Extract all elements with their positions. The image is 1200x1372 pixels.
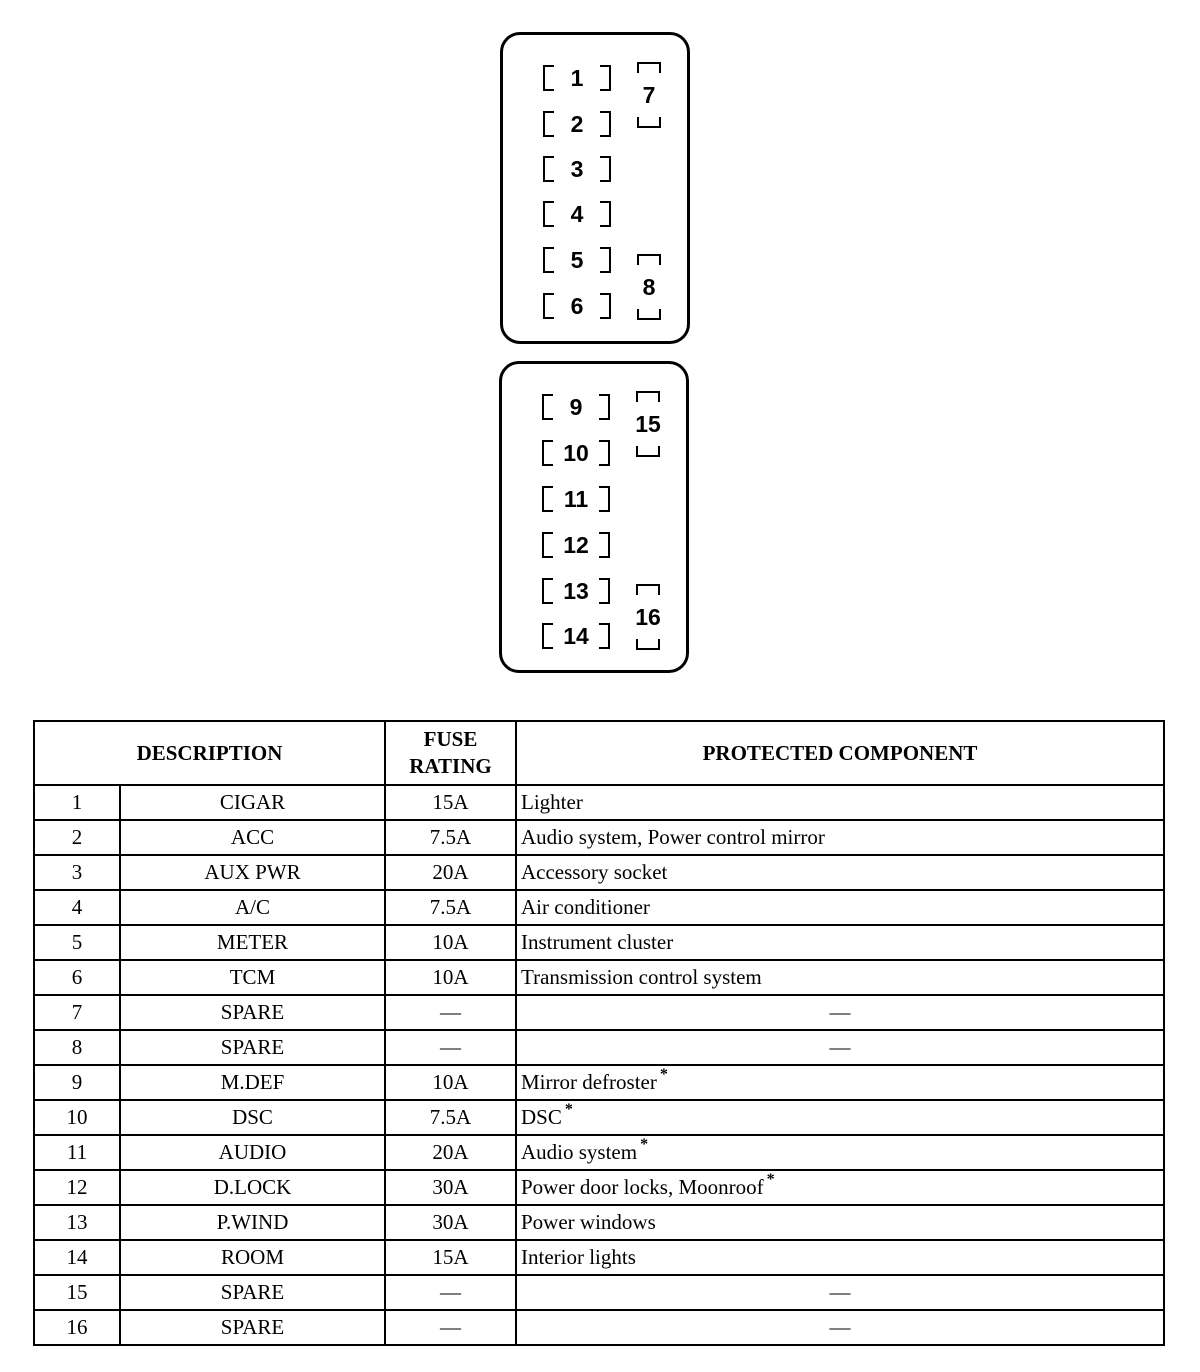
fuse-rating-cell-text: — [440,1000,461,1024]
fuse-description-cell-text: SPARE [220,1280,285,1304]
fuse-rating-cell-text: 10A [432,1070,469,1094]
fuse-number-cell-text: 9 [71,1070,83,1094]
fuse-slot-number: 11 [563,486,589,512]
table-row [34,785,1164,820]
fuse-slot-number: 3 [570,156,584,182]
protected-component-cell [516,1275,1164,1310]
fuse-number-cell [34,960,120,995]
fuse-slot-number: 7 [642,82,656,108]
fuse-rating-cell-text: 7.5A [429,895,472,919]
fuse-rating-cell [385,1310,516,1345]
table-row [34,1065,1164,1100]
fuse-number-cell-text: 13 [66,1210,88,1234]
protected-component-cell [516,890,1164,925]
fuse-description-cell-text: DSC [232,1105,273,1129]
table-row [34,1205,1164,1240]
fuse-description-cell-text: M.DEF [220,1070,285,1094]
fuse-slot-15 [634,391,662,457]
header-fuse-rating-line1: FUSE [423,727,478,751]
fuse-description-cell [120,1100,385,1135]
table-header-row [34,721,1164,785]
fuse-slot-8 [635,254,663,320]
fuse-rating-cell-text: — [440,1280,461,1304]
fuse-number-cell [34,1100,120,1135]
fuse-slot-11 [542,486,610,512]
fuse-number-cell [34,1275,120,1310]
fuse-slot-number: 10 [563,440,589,466]
fuse-number-cell [34,785,120,820]
fuse-description-cell [120,855,385,890]
fuse-number-cell-text: 15 [66,1280,88,1304]
footnote-marker: * [766,1171,775,1188]
fuse-slot-number: 6 [570,293,584,319]
table-row [34,1170,1164,1205]
header-protected-component: PROTECTED COMPONENT [516,721,1164,785]
fuse-slot-number: 14 [563,623,589,649]
table-row [34,1135,1164,1170]
protected-component-cell-text: Transmission control system [521,965,762,989]
fuse-description-cell-text: SPARE [220,1315,285,1339]
fuse-description-cell-text: SPARE [220,1000,285,1024]
header-fuse-rating-line2: RATING [409,754,492,778]
protected-component-cell-text: Power door locks, Moonroof [521,1175,764,1199]
protected-component-cell-text: Interior lights [521,1245,636,1269]
fuse-description-cell [120,1030,385,1065]
fuse-description-cell-text: CIGAR [219,790,286,814]
fuse-slot-number: 13 [563,578,589,604]
table-row [34,890,1164,925]
fuse-rating-cell [385,1170,516,1205]
fuse-rating-cell-text: — [440,1035,461,1059]
fuse-slot-14 [542,623,610,649]
protected-component-cell [516,785,1164,820]
table-row [34,820,1164,855]
header-fuse-rating [385,721,516,785]
protected-component-cell-text: Power windows [521,1210,656,1234]
table-row [34,1275,1164,1310]
fuse-slot-12 [542,532,610,558]
fuse-description-cell [120,1310,385,1345]
fuse-number-cell-text: 12 [66,1175,88,1199]
protected-component-cell-text: DSC [521,1105,562,1129]
fuse-slot-7 [635,62,663,128]
fuse-rating-cell [385,1205,516,1240]
header-description: DESCRIPTION [34,721,385,785]
fuse-number-cell-text: 7 [71,1000,83,1024]
protected-component-cell [516,1100,1164,1135]
fuse-rating-cell [385,1135,516,1170]
fuse-description-cell-text: ROOM [220,1245,284,1269]
table-row [34,1240,1164,1275]
fuse-slot-number: 16 [635,604,661,630]
fuse-number-cell [34,995,120,1030]
footnote-marker: * [564,1101,573,1118]
protected-component-cell [516,1205,1164,1240]
fuse-slot-5 [543,247,611,273]
protected-component-cell [516,855,1164,890]
fuse-number-cell [34,1205,120,1240]
protected-component-cell [516,1065,1164,1100]
fuse-number-cell [34,1065,120,1100]
fuse-description-cell-text: P.WIND [216,1210,289,1234]
fuse-slot-number: 12 [563,532,589,558]
fuse-table [33,720,1165,1346]
protected-component-cell [516,1240,1164,1275]
fuse-rating-cell-text: 30A [432,1210,469,1234]
protected-component-cell [516,1030,1164,1065]
fuse-slot-number: 2 [570,111,584,137]
fuse-slot-16 [634,584,662,650]
fuse-rating-cell [385,855,516,890]
table-row [34,995,1164,1030]
protected-component-cell-text: Air conditioner [521,895,650,919]
protected-component-cell-text: — [829,1280,851,1304]
fuse-number-cell [34,1240,120,1275]
fuse-rating-cell [385,995,516,1030]
fuse-slot-3 [543,156,611,182]
fuse-rating-cell [385,1065,516,1100]
protected-component-cell [516,1170,1164,1205]
fuse-rating-cell-text: 15A [432,790,469,814]
protected-component-cell-text: Lighter [521,790,583,814]
fuse-slot-10 [542,440,610,466]
fuse-rating-cell-text: 15A [432,1245,469,1269]
fuse-number-cell-text: 16 [66,1315,88,1339]
fuse-description-cell [120,1065,385,1100]
fuse-number-cell [34,890,120,925]
fuse-rating-cell [385,1275,516,1310]
table-row [34,1030,1164,1065]
table-row [34,960,1164,995]
fuse-number-cell-text: 6 [71,965,83,989]
fuse-rating-cell-text: 20A [432,860,469,884]
fuse-slot-2 [543,111,611,137]
fuse-number-cell-text: 8 [71,1035,83,1059]
fuse-number-cell-text: 11 [66,1140,88,1164]
fuse-description-cell [120,925,385,960]
fuse-description-cell [120,1275,385,1310]
table-row [34,855,1164,890]
fuse-description-cell [120,1170,385,1205]
fuse-slot-4 [543,201,611,227]
fuse-number-cell-text: 3 [71,860,83,884]
fuse-description-cell [120,890,385,925]
fuse-description-cell [120,785,385,820]
fuse-rating-cell-text: 10A [432,930,469,954]
fuse-number-cell [34,855,120,890]
fuse-number-cell-text: 14 [66,1245,88,1269]
table-row [34,1100,1164,1135]
protected-component-cell-text: Accessory socket [521,860,668,884]
protected-component-cell [516,1310,1164,1345]
fuse-number-cell-text: 1 [71,790,83,814]
fuse-rating-cell [385,960,516,995]
footnote-marker: * [659,1066,668,1083]
fuse-number-cell-text: 5 [71,930,83,954]
fuse-number-cell-text: 4 [71,895,83,919]
fuse-rating-cell [385,820,516,855]
fuse-rating-cell-text: 30A [432,1175,469,1199]
fuse-description-cell-text: AUDIO [218,1140,287,1164]
fuse-description-cell [120,960,385,995]
protected-component-cell-text: — [829,1035,851,1059]
fuse-rating-cell [385,785,516,820]
fuse-number-cell [34,820,120,855]
protected-component-cell-text: Instrument cluster [521,930,674,954]
fuse-number-cell [34,1310,120,1345]
protected-component-cell-text: — [829,1000,851,1024]
protected-component-cell [516,960,1164,995]
fuse-slot-13 [542,578,610,604]
fuse-rating-cell-text: — [440,1315,461,1339]
fuse-slot-6 [543,293,611,319]
fuse-number-cell [34,1135,120,1170]
protected-component-cell-text: — [829,1315,851,1339]
fuse-rating-cell [385,1100,516,1135]
fuse-rating-cell [385,1030,516,1065]
fuse-description-cell-text: TCM [229,965,276,989]
fuse-description-cell [120,995,385,1030]
footnote-marker: * [640,1136,649,1153]
fuse-rating-cell-text: 10A [432,965,469,989]
fuse-description-cell-text: SPARE [220,1035,285,1059]
protected-component-cell-text: Audio system, Power control mirror [521,825,825,849]
protected-component-cell-text: Mirror defroster [521,1070,657,1094]
protected-component-cell [516,925,1164,960]
fuse-description-cell [120,1205,385,1240]
fuse-description-cell-text: A/C [234,895,270,919]
fuse-description-cell-text: D.LOCK [213,1175,292,1199]
fuse-description-cell [120,1135,385,1170]
fuse-number-cell-text: 2 [71,825,83,849]
protected-component-cell [516,995,1164,1030]
protected-component-cell [516,820,1164,855]
fuse-slot-number: 8 [642,274,656,300]
protected-component-cell [516,1135,1164,1170]
fuse-slot-number: 4 [570,201,584,227]
table-row [34,1310,1164,1345]
fuse-slot-number: 9 [569,394,583,420]
fuse-rating-cell-text: 7.5A [429,825,472,849]
fuse-slot-number: 1 [570,65,584,91]
fuse-number-cell [34,1170,120,1205]
fuse-rating-cell [385,925,516,960]
fuse-slot-number: 15 [635,411,661,437]
fuse-slot-9 [542,394,610,420]
fuse-description-cell-text: METER [216,930,289,954]
table-row [34,925,1164,960]
fuse-description-cell-text: ACC [230,825,275,849]
fuse-number-cell [34,1030,120,1065]
fuse-rating-cell [385,1240,516,1275]
fuse-description-cell-text: AUX PWR [204,860,301,884]
fuse-rating-cell-text: 20A [432,1140,469,1164]
fuse-number-cell-text: 10 [66,1105,88,1129]
fuse-slot-number: 5 [570,247,584,273]
protected-component-cell-text: Audio system [521,1140,638,1164]
fuse-rating-cell [385,890,516,925]
fuse-table-body [34,785,1164,1345]
fuse-description-cell [120,1240,385,1275]
fuse-description-cell [120,820,385,855]
fuse-rating-cell-text: 7.5A [429,1105,472,1129]
fuse-number-cell [34,925,120,960]
fuse-slot-1 [543,65,611,91]
